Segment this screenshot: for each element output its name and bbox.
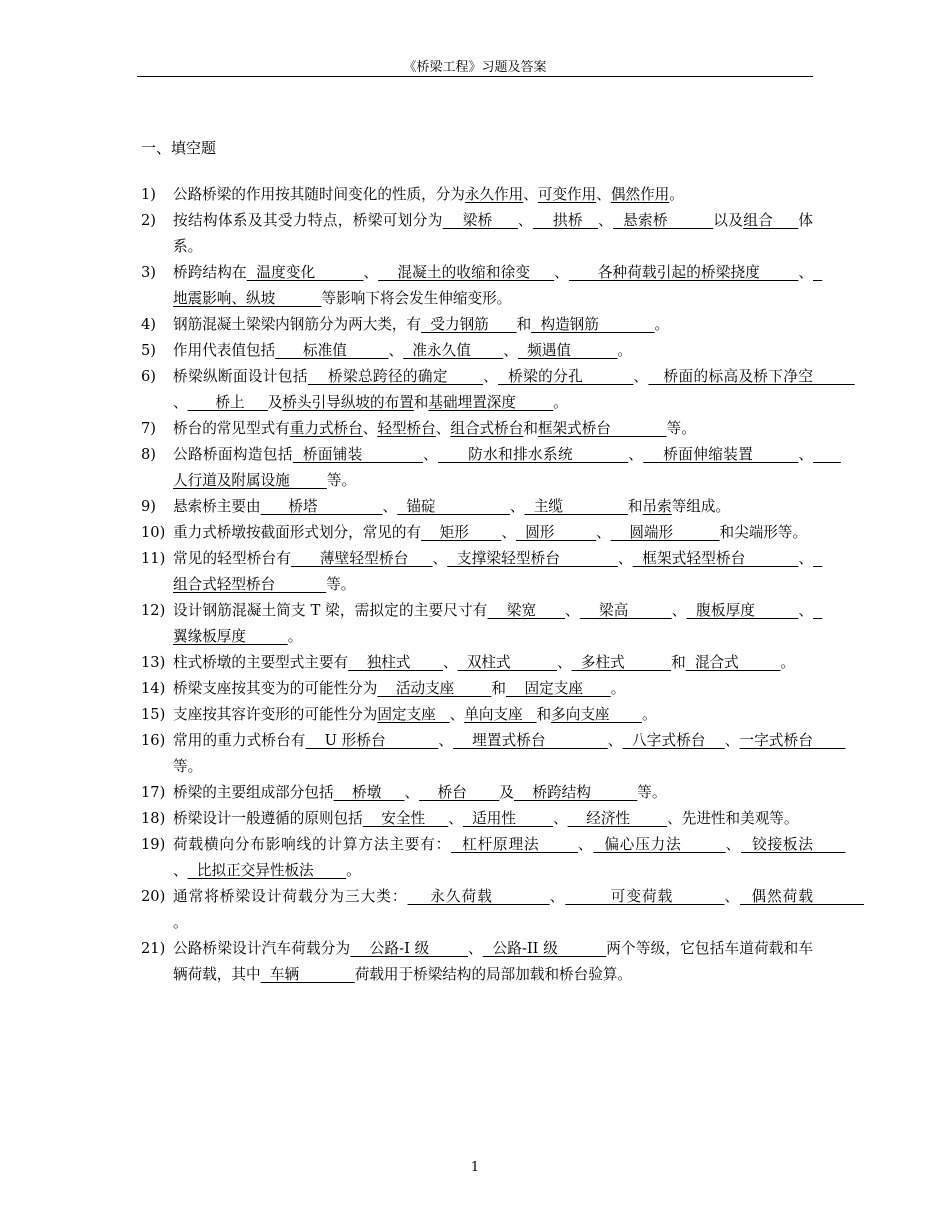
answer-blank: 悬索桥 <box>613 212 714 229</box>
question-text <box>173 442 841 494</box>
answer-blank: 桥面伸缩装置 <box>643 446 799 463</box>
question-text-segment: 。 <box>617 342 632 359</box>
answer-blank: 梁高 <box>579 602 672 619</box>
question-text-segment: 和 <box>523 420 538 437</box>
answer-blank: 桥面的标高及桥下净空 <box>648 368 855 385</box>
question-text-segment: 、 <box>173 394 188 411</box>
answer-blank: 偶然荷载 <box>740 888 864 905</box>
question-text-segment: 。 <box>346 862 361 879</box>
question-number: 2) <box>141 212 156 229</box>
question-text <box>173 598 823 650</box>
question-text-segment: 、先进性和美观等。 <box>667 810 799 827</box>
question-text-segment: 按结构体系及其受力特点，桥梁可划分为 <box>173 212 443 229</box>
question-text-segment: 、 <box>617 550 633 567</box>
question-number: 13) <box>141 654 166 671</box>
answer-blank: 比拟正交异性板法 <box>187 862 347 879</box>
answer-blank: 受力钢筋 <box>421 316 517 333</box>
question-text-segment: 常用的重力式桥台有 <box>173 732 306 749</box>
question-text-segment: 、 <box>671 602 687 619</box>
question-text <box>173 260 823 312</box>
header-rule <box>137 76 813 77</box>
question-text-segment: 、 <box>388 342 404 359</box>
question-number: 10) <box>141 524 166 541</box>
answer-blank: 梁宽 <box>487 602 566 619</box>
question-text-segment: 。 <box>287 628 303 645</box>
question-text-segment: 、 <box>363 264 379 281</box>
question-number: 3) <box>141 264 156 281</box>
question-text <box>173 312 813 338</box>
answer-blank: 多柱式 <box>571 654 672 671</box>
answer-blank: 独柱式 <box>348 654 443 671</box>
question-item <box>141 338 813 364</box>
answer-blank: 桥上 <box>187 394 268 411</box>
question-text-segment: 和 <box>536 706 552 723</box>
answer-blank: 桥头引导纵坡的布置 <box>282 394 414 411</box>
question-text-segment: 、 <box>509 498 525 515</box>
answer-blank: 梁桥 <box>442 212 518 229</box>
question-text-segment: 及 <box>267 394 283 411</box>
question-text-segment: 公路桥面构造包括 <box>173 446 293 463</box>
question-item <box>141 182 813 208</box>
question-text-segment: 等。 <box>173 758 203 775</box>
question-text-segment: 、 <box>724 732 740 749</box>
question-text <box>173 884 864 936</box>
question-text-segment: 荷载用于桥梁结构的局部加载和桥台验算。 <box>354 966 633 983</box>
question-text-segment: 、 <box>628 446 644 463</box>
question-text-segment: 、 <box>607 732 623 749</box>
question-text-segment: 、 <box>596 524 611 541</box>
question-text-segment: 、 <box>435 420 451 437</box>
question-item <box>141 416 813 442</box>
question-number: 18) <box>141 810 166 827</box>
question-text-segment: 、 <box>362 420 378 437</box>
question-text-segment: 和 <box>671 654 686 671</box>
answer-blank: 主缆 <box>524 498 628 515</box>
answer-blank: 圆端形 <box>610 524 720 541</box>
question-text <box>173 338 813 364</box>
question-text-segment: 、 <box>501 524 516 541</box>
question-number: 12) <box>141 602 166 619</box>
question-text-segment: 、 <box>724 888 741 905</box>
answer-blank: 各种荷载引起的桥梁挠度 <box>568 264 799 281</box>
question-text-segment: 。 <box>642 706 657 723</box>
question-text-segment: 、 <box>798 602 813 619</box>
question-number: 16) <box>141 732 166 749</box>
answer-blank: 偶然作用 <box>610 186 670 203</box>
question-text <box>173 182 813 208</box>
answer-blank: 圆形 <box>515 524 597 541</box>
question-item <box>141 650 813 676</box>
question-text-segment: 公路桥梁的作用按其随时间变化的性质，分为 <box>173 186 465 203</box>
answer-blank: 公路-I 级 <box>350 940 469 957</box>
answer-blank: 八字式桥台 <box>622 732 725 749</box>
answer-blank: 经济性 <box>567 810 668 827</box>
question-text-segment: 。 <box>610 680 626 697</box>
question-text-segment: 通常将桥梁设计荷载分为三大类： <box>173 888 408 905</box>
question-text-segment: 钢筋混凝土梁梁内钢筋分为两大类，有 <box>173 316 422 333</box>
question-text-segment: 、 <box>598 212 614 229</box>
question-text-segment: 等。 <box>326 472 357 489</box>
question-text <box>173 520 813 546</box>
question-text-segment: 、 <box>432 550 448 567</box>
question-text-segment: 等影响下将会发生伸缩变形。 <box>321 290 512 307</box>
question-number: 11) <box>141 550 166 567</box>
question-text-segment: 、 <box>549 888 566 905</box>
answer-blank: 安全性 <box>362 810 449 827</box>
question-text-segment: 和 <box>627 498 643 515</box>
answer-blank: 构造钢筋 <box>531 316 655 333</box>
question-text <box>173 208 813 260</box>
answer-blank: 固定支座 <box>377 706 450 723</box>
answer-blank: 基础埋置深度 <box>428 394 554 411</box>
answer-blank: 桥梁的分孔 <box>498 368 634 385</box>
answer-blank: 准永久值 <box>403 342 504 359</box>
question-item <box>141 208 813 260</box>
question-item <box>141 936 813 988</box>
answer-blank: 组合式轻型桥台 <box>173 550 823 593</box>
answer-blank: 永久荷载 <box>407 888 550 905</box>
answer-blank: 吊索 <box>642 498 672 515</box>
answer-blank: 一字式桥台 <box>739 732 846 749</box>
question-text <box>173 494 813 520</box>
question-text <box>173 676 813 702</box>
question-item <box>141 728 846 780</box>
question-text-segment: 、 <box>442 654 458 671</box>
question-text-segment: 、 <box>798 550 813 567</box>
question-text <box>173 702 813 728</box>
question-item <box>141 598 823 650</box>
question-item <box>141 442 841 494</box>
question-text-segment: 设计钢筋混凝土简支 T 梁，需拟定的主要尺寸有 <box>173 602 488 619</box>
question-text <box>173 416 813 442</box>
question-text-segment: 及 <box>499 784 514 801</box>
question-text-segment: 和 <box>413 394 429 411</box>
question-text-segment: 、 <box>725 836 742 853</box>
question-item <box>141 832 846 884</box>
answer-blank: 薄壁轻型桥台 <box>291 550 433 567</box>
question-text-segment: 桥梁设计一般遵循的原则包括 <box>173 810 363 827</box>
answer-blank: 混合式 <box>685 654 781 671</box>
question-item <box>141 494 813 520</box>
question-text-segment: 、 <box>423 446 439 463</box>
question-text-segment: 荷载横向分布影响线的计算方法主要有： <box>173 836 452 853</box>
question-text-segment: 、 <box>382 498 398 515</box>
question-text <box>173 780 813 806</box>
answer-blank: 防水和排水系统 <box>438 446 629 463</box>
question-text-segment: 等。 <box>326 576 356 593</box>
question-text-segment: 。 <box>669 186 684 203</box>
question-text-segment: 、 <box>553 810 568 827</box>
question-text-segment: 、 <box>523 186 538 203</box>
question-text-segment: 、 <box>554 264 569 281</box>
answer-blank: 组合式桥台 <box>450 420 524 437</box>
question-text-segment: 、 <box>577 836 594 853</box>
page-number: 1 <box>470 1160 480 1175</box>
answer-blank: 桥墩 <box>333 784 405 801</box>
question-text-segment: 桥梁纵断面设计包括 <box>173 368 308 385</box>
question-text-segment: 重力式桥墩按截面形式划分，常见的有 <box>173 524 422 541</box>
answer-blank: 桥塔 <box>260 498 383 515</box>
question-item <box>141 312 813 338</box>
answer-blank: 翼缘板厚度 <box>173 602 823 645</box>
question-text-segment: 。 <box>553 394 568 411</box>
answer-blank: 车辆 <box>260 966 355 983</box>
question-text-segment: 作用代表值包括 <box>173 342 276 359</box>
answer-blank: 矩形 <box>421 524 502 541</box>
answer-blank: 杠杆原理法 <box>451 836 578 853</box>
question-text-segment: 和尖端形等。 <box>719 524 808 541</box>
question-number: 1) <box>141 186 156 203</box>
question-text-segment: 两个等级，它包括车道荷载和车辆荷载，其中 <box>173 940 813 983</box>
answer-blank: 拱桥 <box>532 212 599 229</box>
question-item <box>141 546 823 598</box>
section-title: 一、填空题 <box>141 139 217 157</box>
answer-blank: 轻型桥台 <box>377 420 436 437</box>
question-text-segment: 、 <box>596 186 611 203</box>
question-text <box>173 546 823 598</box>
answer-blank: 框架式桥台 <box>537 420 667 437</box>
question-text-segment: 、 <box>448 810 463 827</box>
question-text-segment: 、 <box>449 706 465 723</box>
answer-blank: 可变荷载 <box>565 888 725 905</box>
question-text-segment: 。 <box>780 654 796 671</box>
answer-blank: 铰接板法 <box>741 836 846 853</box>
question-text-segment: 、 <box>438 732 454 749</box>
answer-blank: 多向支座 <box>551 706 642 723</box>
answer-blank: 人行道及附属设施 <box>173 446 841 489</box>
question-item <box>141 884 864 936</box>
answer-blank: 支撑梁轻型桥台 <box>447 550 618 567</box>
question-item <box>141 260 823 312</box>
answer-blank: 频遇值 <box>517 342 618 359</box>
question-text-segment: 、 <box>468 940 483 957</box>
question-text-segment: 、 <box>503 342 518 359</box>
question-text-segment: 体系。 <box>173 212 813 255</box>
answer-blank: 固定支座 <box>505 680 611 697</box>
question-text-segment: 等组成。 <box>671 498 731 515</box>
answer-blank: 桥面铺装 <box>292 446 424 463</box>
answer-blank: 双柱式 <box>457 654 558 671</box>
question-text-segment: 、 <box>633 368 649 385</box>
answer-blank: 适用性 <box>462 810 554 827</box>
question-item <box>141 520 813 546</box>
question-number: 21) <box>141 940 166 957</box>
answer-blank: 偏心压力法 <box>593 836 726 853</box>
answer-blank: 组合 <box>743 212 799 229</box>
question-text-segment: 、 <box>798 264 813 281</box>
answer-blank: 桥梁总跨径的确定 <box>307 368 484 385</box>
answer-blank: U 形桥台 <box>305 732 439 749</box>
question-number: 7) <box>141 420 156 437</box>
question-number: 6) <box>141 368 156 385</box>
answer-blank: 锚碇 <box>397 498 510 515</box>
question-number: 15) <box>141 706 166 723</box>
question-text-segment: 等。 <box>666 420 696 437</box>
question-text-segment: 。 <box>654 316 670 333</box>
question-text-segment: 桥跨结构在 <box>173 264 247 281</box>
question-text-segment: 公路桥梁设计汽车荷载分为 <box>173 940 351 957</box>
question-text <box>173 832 846 884</box>
question-number: 20) <box>141 888 166 905</box>
question-text-segment: 常见的轻型桥台有 <box>173 550 292 567</box>
question-number: 17) <box>141 784 166 801</box>
question-text-segment: 以及 <box>713 212 744 229</box>
question-text-segment: 等。 <box>637 784 667 801</box>
question-text-segment: 柱式桥墩的主要型式主要有 <box>173 654 349 671</box>
question-item <box>141 806 813 832</box>
question-number: 14) <box>141 680 166 697</box>
question-text-segment: 、 <box>798 446 813 463</box>
answer-blank: 埋置式桥台 <box>453 732 608 749</box>
answer-blank: 活动支座 <box>377 680 492 697</box>
question-text <box>173 936 813 988</box>
answer-blank: 公路-II 级 <box>482 940 607 957</box>
question-item <box>141 702 813 728</box>
question-text-segment: 和 <box>491 680 506 697</box>
question-text <box>173 806 813 832</box>
answer-blank: 框架式轻型桥台 <box>632 550 799 567</box>
question-number: 19) <box>141 836 166 853</box>
question-text-segment: 。 <box>173 914 188 931</box>
question-number: 8) <box>141 446 156 463</box>
answer-blank: 桥跨结构 <box>513 784 638 801</box>
answer-blank: 永久作用 <box>464 186 524 203</box>
question-text-segment: 悬索桥主要由 <box>173 498 261 515</box>
answer-blank: 标准值 <box>275 342 389 359</box>
question-number: 5) <box>141 342 156 359</box>
question-text-segment: 、 <box>565 602 580 619</box>
answer-blank: 桥台 <box>419 784 500 801</box>
answer-blank: 可变作用 <box>537 186 597 203</box>
question-text-segment: 和 <box>516 316 532 333</box>
question-text-segment: 桥梁的主要组成部分包括 <box>173 784 334 801</box>
answer-blank: 腹板厚度 <box>686 602 799 619</box>
question-item <box>141 780 813 806</box>
question-text-segment: 、 <box>483 368 499 385</box>
answer-blank: 单向支座 <box>464 706 537 723</box>
question-number: 4) <box>141 316 156 333</box>
answer-blank: 重力式桥台 <box>289 420 363 437</box>
question-list <box>141 182 864 988</box>
page-header-title: 《桥梁工程》习题及答案 <box>403 60 547 75</box>
question-text <box>173 650 813 676</box>
question-text <box>173 728 846 780</box>
question-text-segment: 支座按其容许变形的可能性分为 <box>173 706 378 723</box>
question-text-segment: 、 <box>557 654 572 671</box>
question-text-segment: 、 <box>517 212 533 229</box>
question-item <box>141 364 855 416</box>
question-text-segment: 、 <box>173 862 188 879</box>
answer-blank: 温度变化 <box>246 264 364 281</box>
question-text-segment: 桥梁支座按其变为的可能性分为 <box>173 680 378 697</box>
question-text-segment: 桥台的常见型式有 <box>173 420 290 437</box>
answer-blank: 混凝土的收缩和徐变 <box>378 264 555 281</box>
question-number: 9) <box>141 498 156 515</box>
question-text <box>173 364 855 416</box>
question-item <box>141 676 813 702</box>
answer-blank: 地震影响、纵坡 <box>173 264 823 307</box>
question-text-segment: 、 <box>404 784 420 801</box>
